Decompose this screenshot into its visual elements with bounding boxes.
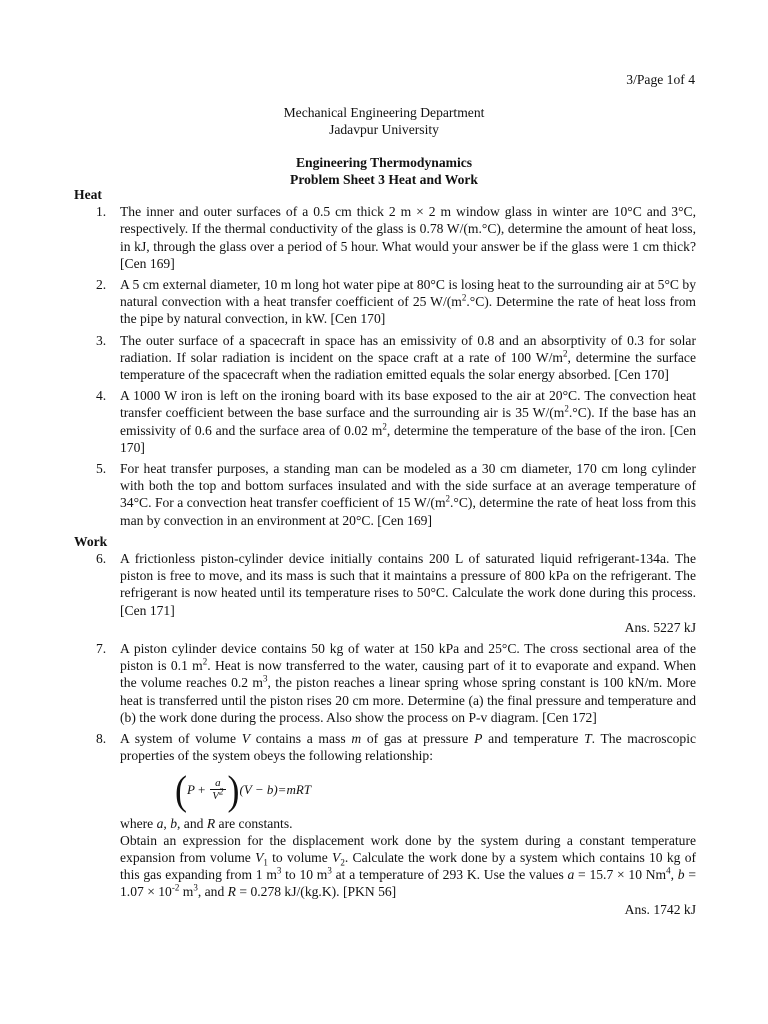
variable: P xyxy=(474,731,483,747)
problem-text: .°C), determine the rate of heat loss from this man by convection in an environment at 20°C. [Cen 169] xyxy=(120,495,696,528)
variable: a xyxy=(567,867,575,883)
text-run: , xyxy=(163,815,171,831)
problem-number: 2. xyxy=(96,277,107,293)
superscript: 3 xyxy=(327,865,332,876)
course-title: Engineering Thermodynamics xyxy=(295,155,473,170)
problem-1 xyxy=(74,203,696,272)
problem-text: .°C). Determine the rate of heat loss from the pipe by natural convection, in kW. [Cen 170] xyxy=(120,294,696,327)
problem-number: 6. xyxy=(96,551,107,567)
problem-text: , determine the temperature of the base of the iron. [Cen 170] xyxy=(120,422,696,455)
text-run: , and xyxy=(177,815,207,831)
institution-header xyxy=(0,104,768,138)
text-run: = 1.07 × 10 xyxy=(120,867,696,900)
section-heading-heat: Heat xyxy=(74,187,102,202)
problem-text xyxy=(120,730,696,764)
problem-7 xyxy=(74,640,696,726)
superscript: 2 xyxy=(563,348,568,359)
superscript: 2 xyxy=(461,292,467,303)
problem-text: The inner and outer surfaces of a 0.5 cm thick 2 m × 2 m window glass in winter are 10°C and 3°C, respectively. If the thermal conductivity of the glass is 0.78 W/(m.°C), determine the amount of heat loss, in kJ, through the glass over a period of 5 hour. What would your answer be if the glass were 1 cm thick? [Cen 169] xyxy=(120,204,696,271)
text-run: = 0.278 kJ/(kg.K). [PKN 56] xyxy=(235,884,397,900)
equation-term: (V − b)=mRT xyxy=(239,781,311,797)
problem-number: 4. xyxy=(96,388,107,404)
variable: T xyxy=(584,731,592,747)
problem-text xyxy=(120,832,696,901)
answer: Ans. 5227 kJ xyxy=(624,619,696,635)
problem-text: A frictionless piston-cylinder device initially contains 200 L of saturated liquid refrigerant-134a. The piston is free to move, and its mass is such that it maintains a pressure of 800 kPa on the refrigerant. The refrigerant is now heated until its temperature rises to 50°C. Calculate the work done during this process. [Cen 171] xyxy=(120,551,696,618)
problem-text: .°C). If the base has an emissivity of 0.6 and the surface area of 0.02 m xyxy=(120,405,696,438)
superscript: 3 xyxy=(193,882,198,893)
problem-4 xyxy=(74,387,696,456)
text-run: where xyxy=(120,815,157,831)
problem-text: A 1000 W iron is left on the ironing board with its base exposed to the air at 20°C. The convection heat transfer coefficient between the base surface and the surrounding air is 35 W/(m xyxy=(120,388,696,421)
equation-term: P xyxy=(187,781,195,797)
problem-text: , the piston reaches a linear spring whose spring constant is 100 kN/m. More heat is transferred until the piston rises 20 cm more. Determine (a) the final pressure and temperature and (b) the work done during the process. Also show the process on P-v diagram. [Cen 172] xyxy=(120,675,696,725)
equation-fraction xyxy=(210,777,225,802)
department-name: Mechanical Engineering Department xyxy=(283,105,485,120)
fraction-denominator xyxy=(210,786,225,802)
problem-text: , determine the surface temperature of the spacecraft when the radiation emitted equals the solar energy absorbed. [Cen 170] xyxy=(120,349,696,383)
superscript: 3 xyxy=(276,865,282,876)
problem-5 xyxy=(74,460,696,529)
problem-number: 3. xyxy=(96,332,107,348)
problem-text: For heat transfer purposes, a standing man can be modeled as a 30 cm diameter, 170 cm long cylinder with both the top and bottom surfaces insulated and with the side surface at an average temperature of 34°C. For a convection heat transfer coefficient of 15 W/(m xyxy=(120,461,696,511)
variable: V xyxy=(255,849,264,865)
superscript: 3 xyxy=(263,673,268,684)
problem-sheet-title: Problem Sheet 3 Heat and Work xyxy=(290,172,478,188)
equation: ( P + $\frac{a}{V^2}$ ) (V − b)=mRT xyxy=(175,766,311,813)
text-run: . Calculate the work done by a system which contains 10 kg of this gas expanding from 1 m xyxy=(120,849,697,883)
text-run: Obtain an expression for the displacement work done by the system during a constant temperature expansion from volume xyxy=(120,832,696,865)
problem-text: . Heat is now transferred to the water, causing part of it to evaporate and expand. When the volume reaches 0.2 m xyxy=(120,658,696,691)
fraction-numerator: a xyxy=(215,777,221,789)
sheet-title xyxy=(0,154,768,188)
section-heading-work: Work xyxy=(74,533,108,549)
variable: R xyxy=(227,884,236,900)
text-run: = 15.7 × 10 Nm xyxy=(574,867,667,883)
superscript: 2 xyxy=(382,421,387,432)
variable: V xyxy=(212,790,220,802)
problem-text: A 5 cm external diameter, 10 m long hot water pipe at 80°C is losing heat to the surrounding air at 5°C by natural convection with a heat transfer coefficient of 25 W/(m xyxy=(120,277,696,310)
problem-number: 5. xyxy=(96,461,107,477)
problem-number: 7. xyxy=(96,641,107,657)
variable: m xyxy=(351,731,362,747)
text-run: to 10 m xyxy=(281,867,328,883)
problem-number: 1. xyxy=(96,204,107,220)
problem-list xyxy=(74,186,696,922)
problem-number: 8. xyxy=(96,731,107,747)
page-number: 3/Page 1of 4 xyxy=(626,72,695,87)
superscript: 2 xyxy=(564,403,569,414)
superscript: -2 xyxy=(171,882,180,893)
text-run: are constants. xyxy=(215,815,293,831)
text-run: , and xyxy=(197,884,228,900)
text-run: A system of volume xyxy=(120,731,242,747)
text-run: contains a mass xyxy=(250,731,352,747)
problem-text: A piston cylinder device contains 50 kg of water at 150 kPa and 25°C. The cross sectional area of the piston is 0.1 m xyxy=(120,641,696,674)
answer: Ans. 1742 kJ xyxy=(624,901,696,917)
text-run: to volume xyxy=(267,849,333,865)
problem-6 xyxy=(74,550,696,636)
superscript: 2 xyxy=(202,656,208,667)
variable: V xyxy=(241,731,251,747)
problem-3 xyxy=(74,332,696,384)
text-run: , xyxy=(670,867,678,883)
variable: a xyxy=(156,815,164,831)
problem-text: The outer surface of a spacecraft in space has an emissivity of 0.8 and an absorptivity of 0.3 for solar radiation. If solar radiation is incident on the space craft at a rate of 100 W/m xyxy=(120,332,696,365)
subscript: 1 xyxy=(263,857,268,868)
variable: V xyxy=(332,849,341,865)
text-run: at a temperature of 293 K. Use the values xyxy=(331,867,568,883)
variable: b xyxy=(170,815,177,831)
subscript: 2 xyxy=(340,857,345,868)
variable: R xyxy=(206,815,216,831)
text-run: and temperature xyxy=(482,731,585,747)
superscript: 2 xyxy=(445,493,451,504)
university-name: Jadavpur University xyxy=(329,122,439,138)
variable: b xyxy=(677,867,685,883)
text-run: . The macroscopic properties of the system obeys the following relationship: xyxy=(120,731,697,764)
equation-operator: + xyxy=(197,781,206,797)
problem-text xyxy=(120,815,696,832)
text-run: of gas at pressure xyxy=(361,731,475,747)
superscript: 4 xyxy=(666,865,671,876)
superscript: 2 xyxy=(219,786,224,797)
problem-8 xyxy=(74,730,696,918)
problem-2 xyxy=(74,276,696,328)
text-run: m xyxy=(179,884,194,900)
